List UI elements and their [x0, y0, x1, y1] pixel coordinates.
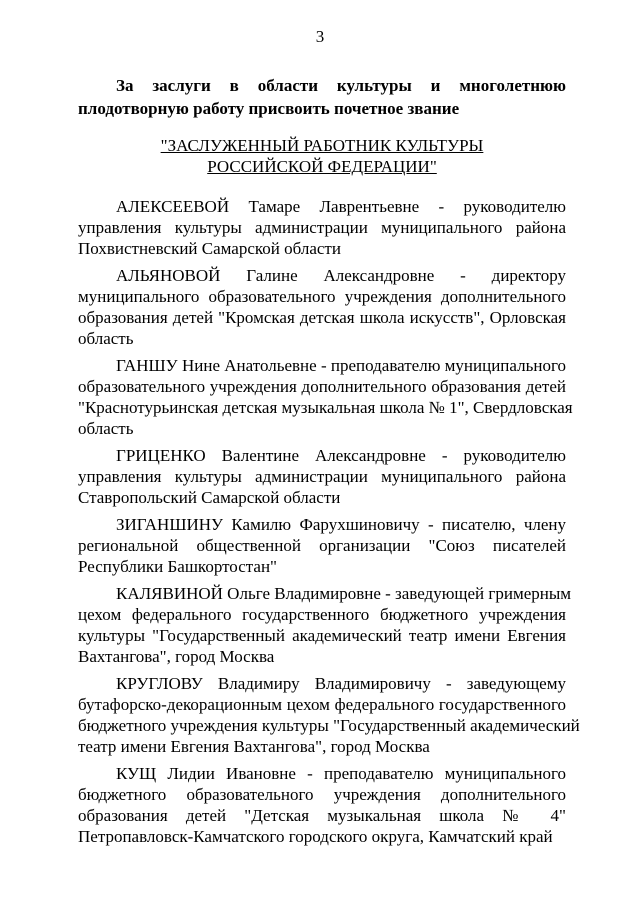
entry-line: образовательного учреждения дополнительного образования детей: [78, 377, 566, 396]
intro-line-2: плодотворную работу присвоить почетное звание: [78, 99, 460, 118]
entry-line: КРУГЛОВУ Владимиру Владимировичу - заведующему: [116, 674, 566, 693]
entry-line: муниципального образовательного учреждения дополнительного: [78, 287, 566, 306]
intro-line-1: За заслуги в области культуры и многолетнюю: [116, 76, 566, 95]
awardee-entry: [78, 355, 573, 439]
entry-line: бюджетного образовательного учреждения дополнительного: [78, 785, 566, 804]
entry-line: театр имени Евгения Вахтангова", город Москва: [78, 737, 430, 756]
honorary-title-line-1: "ЗАСЛУЖЕННЫЙ РАБОТНИК КУЛЬТУРЫ: [160, 136, 484, 155]
entry-line: Вахтангова", город Москва: [78, 647, 275, 666]
awardee-entry: [78, 445, 566, 508]
awardee-entry: [78, 514, 566, 577]
awardee-entry: [78, 673, 580, 757]
awardee-entry: [78, 265, 566, 349]
entry-line: Ставропольский Самарской области: [78, 488, 341, 507]
honorary-title-line-2: РОССИЙСКОЙ ФЕДЕРАЦИИ": [207, 157, 437, 176]
entry-line: образования детей "Детская музыкальная школа № 4": [78, 806, 566, 825]
entry-line: управления культуры администрации муниципального района: [78, 467, 566, 486]
awardee-entry: [78, 763, 566, 847]
entry-line: управления культуры администрации муниципального района: [78, 218, 566, 237]
entry-line: Похвистневский Самарской области: [78, 239, 341, 258]
entry-line: культуры "Государственный академический театр имени Евгения: [78, 626, 566, 645]
awardee-list: [78, 196, 580, 853]
entry-line: АЛЬЯНОВОЙ Галине Александровне - директору: [116, 266, 566, 285]
entry-line: образования детей "Кромская детская школа искусств", Орловская: [78, 308, 566, 327]
entry-line: КУЩ Лидии Ивановне - преподавателю муниципального: [116, 764, 566, 783]
entry-line: бюджетного учреждения культуры "Государственный академический: [78, 716, 580, 735]
entry-line: Республики Башкортостан": [78, 557, 277, 576]
awardee-entry: [78, 583, 572, 667]
awardee-entry: [78, 196, 566, 259]
entry-line: ГРИЦЕНКО Валентине Александровне - руководителю: [116, 446, 566, 465]
intro-paragraph: [78, 74, 566, 120]
entry-line: цехом федерального государственного бюджетного учреждения: [78, 605, 566, 624]
entry-line: региональной общественной организации "Союз писателей: [78, 536, 566, 555]
page-number: 3: [315, 27, 325, 46]
entry-line: ГАНШУ Нине Анатольевне - преподавателю муниципального: [116, 356, 566, 375]
honorary-title: [78, 135, 566, 177]
entry-line: область: [78, 329, 134, 348]
entry-line: АЛЕКСЕЕВОЙ Тамаре Лаврентьевне - руководителю: [116, 197, 566, 216]
entry-line: область: [78, 419, 134, 438]
entry-line: "Краснотурьинская детская музыкальная школа № 1", Свердловская: [78, 398, 573, 417]
entry-line: ЗИГАНШИНУ Камилю Фарухшиновичу - писателю, члену: [116, 515, 566, 534]
entry-line: КАЛЯВИНОЙ Ольге Владимировне - заведующей гримерным: [116, 584, 572, 603]
entry-line: Петропавловск-Камчатского городского округа, Камчатский край: [78, 827, 553, 846]
entry-line: бутафорско-декорационным цехом федерального государственного: [78, 695, 566, 714]
